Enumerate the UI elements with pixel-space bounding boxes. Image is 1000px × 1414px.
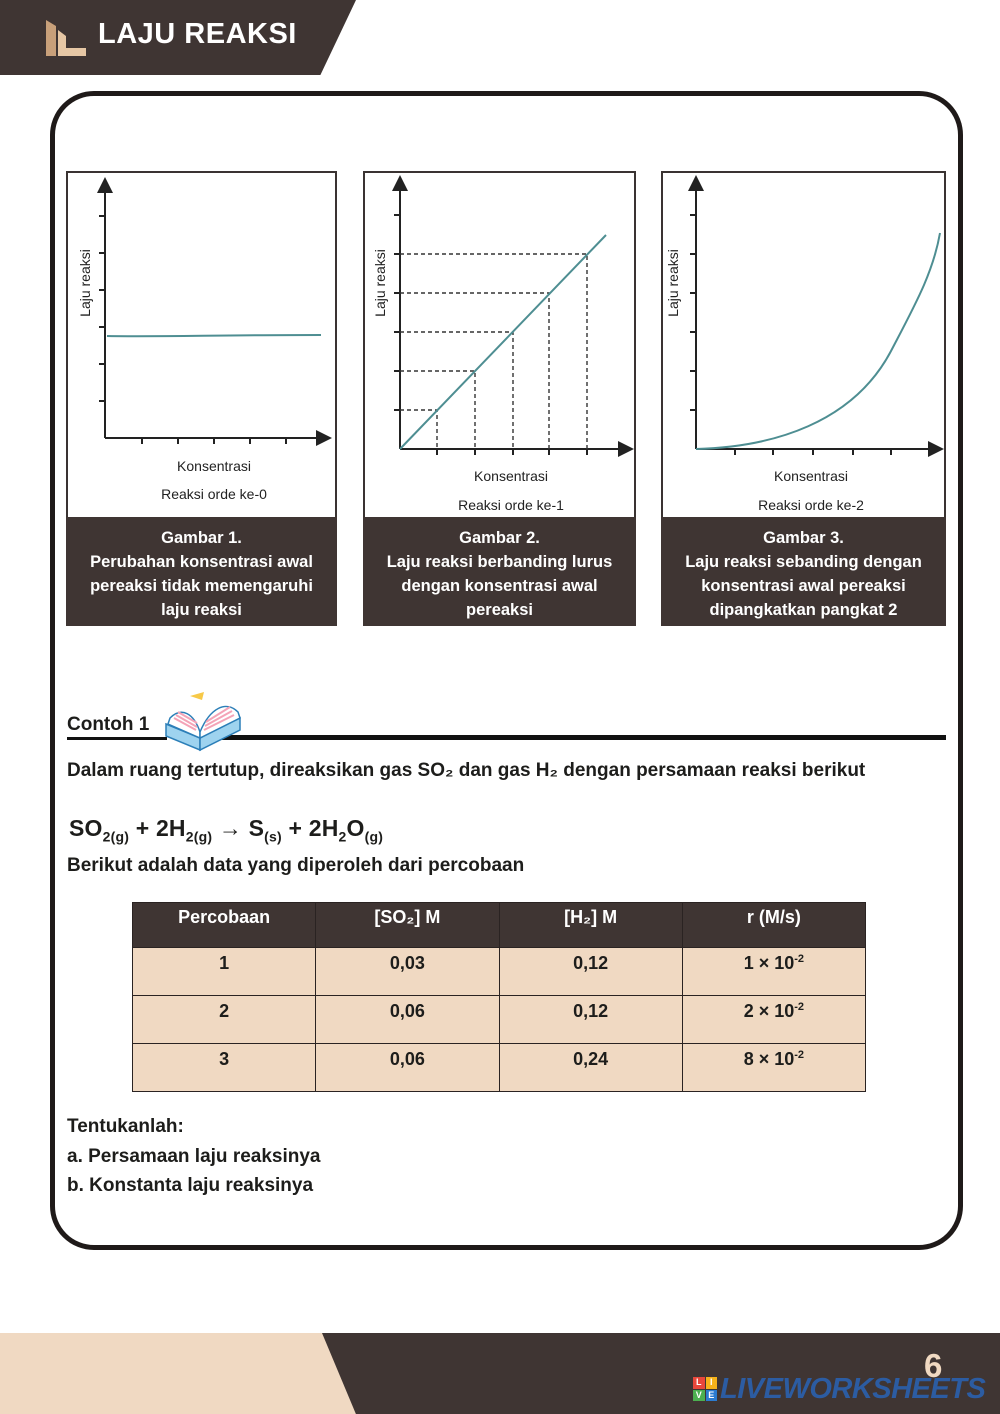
y-axis-label: Laju reaksi [665, 249, 681, 317]
x-axis-label: Konsentrasi [474, 468, 548, 484]
caption-line: konsentrasi awal pereaksi [701, 577, 906, 595]
y-axis-label: Laju reaksi [372, 249, 388, 317]
order-label: Reaksi orde ke-1 [458, 497, 564, 513]
column-header: Percobaan [133, 903, 316, 948]
example-intro: Dalam ruang tertutup, direaksikan gas SO₂ dan gas H₂ dengan persamaan reaksi berikut [67, 760, 866, 781]
column-header: [H₂] M [499, 903, 682, 948]
order-label: Reaksi orde ke-2 [758, 497, 864, 513]
cell-h2: 0,12 [499, 948, 682, 996]
column-header: [SO₂] M [316, 903, 499, 948]
caption-line: Laju reaksi berbanding lurus [386, 553, 613, 571]
y-axis-label: Laju reaksi [77, 249, 93, 317]
figure-caption-2 [363, 517, 636, 626]
caption-title: Gambar 2. [459, 529, 540, 547]
heading-rule [220, 735, 946, 740]
logo-icon [46, 18, 86, 56]
caption-line: dengan konsentrasi awal [401, 577, 598, 595]
caption-line: Laju reaksi sebanding dengan [685, 553, 922, 571]
order-label: Reaksi orde ke-0 [161, 486, 267, 502]
x-axis-label: Konsentrasi [177, 458, 251, 474]
task-item: a. Persamaan laju reaksinya [67, 1145, 321, 1167]
experiment-table [132, 902, 866, 1092]
order-1-chart [365, 173, 634, 517]
data-intro: Berikut adalah data yang diperoleh dari percobaan [67, 855, 525, 876]
cell-h2: 0,12 [499, 996, 682, 1044]
task-list [67, 1112, 321, 1201]
page-title: LAJU REAKSI [98, 18, 297, 50]
watermark: LIVEWORKSHEETS [720, 1373, 986, 1405]
table-row [133, 996, 866, 1044]
liveworksheets-logo-icon: L I V E [693, 1377, 717, 1401]
task-item: b. Konstanta laju reaksinya [67, 1175, 314, 1196]
order-2-chart [663, 173, 944, 517]
page-number: 6 [924, 1347, 943, 1384]
rate-line [400, 235, 606, 449]
figure-caption-1 [66, 517, 337, 626]
figure-plot-1 [66, 171, 337, 517]
x-axis-label: Konsentrasi [774, 468, 848, 484]
cell-h2: 0,24 [499, 1044, 682, 1092]
cell-percobaan: 3 [133, 1044, 316, 1092]
order-0-chart [68, 173, 335, 517]
footer-accent [0, 1333, 356, 1414]
figure-plot-2 [363, 171, 636, 517]
table-row [133, 1044, 866, 1092]
figure-plot-3 [661, 171, 946, 517]
cell-rate: $2 \times 10^{-2}$ [682, 996, 865, 1044]
column-header: r (M/s) [682, 903, 865, 948]
table-row [133, 948, 866, 996]
figure-caption-3 [661, 517, 946, 626]
example-heading: Contoh 1 [67, 714, 150, 735]
heading-underline [67, 737, 167, 740]
cell-rate: $1 \times 10^{-2}$ [682, 948, 865, 996]
rate-curve [696, 233, 940, 449]
caption-line: Perubahan konsentrasi awal [90, 553, 313, 571]
cell-so2: 0,06 [316, 1044, 499, 1092]
caption-title: Gambar 3. [763, 529, 844, 547]
cell-percobaan: 1 [133, 948, 316, 996]
table-header-row [133, 903, 866, 948]
caption-line: pereaksi tidak memengaruhi [90, 577, 313, 595]
caption-line: dipangkatkan pangkat 2 [709, 601, 898, 619]
cell-percobaan: 2 [133, 996, 316, 1044]
cell-so2: 0,06 [316, 996, 499, 1044]
cell-rate: $8 \times 10^{-2}$ [682, 1044, 865, 1092]
caption-title: Gambar 1. [161, 529, 242, 547]
cell-so2: 0,03 [316, 948, 499, 996]
open-book-icon [160, 688, 246, 758]
task-heading: Tentukanlah: [67, 1116, 184, 1137]
reaction-equation: $SO_{2(g)} + 2H_{2(g)} \to S_{(s)} + 2H_2O_{(g)}$ [69, 815, 384, 845]
caption-line: laju reaksi [161, 601, 242, 619]
rate-line [107, 335, 321, 336]
caption-line: pereaksi [466, 601, 533, 619]
